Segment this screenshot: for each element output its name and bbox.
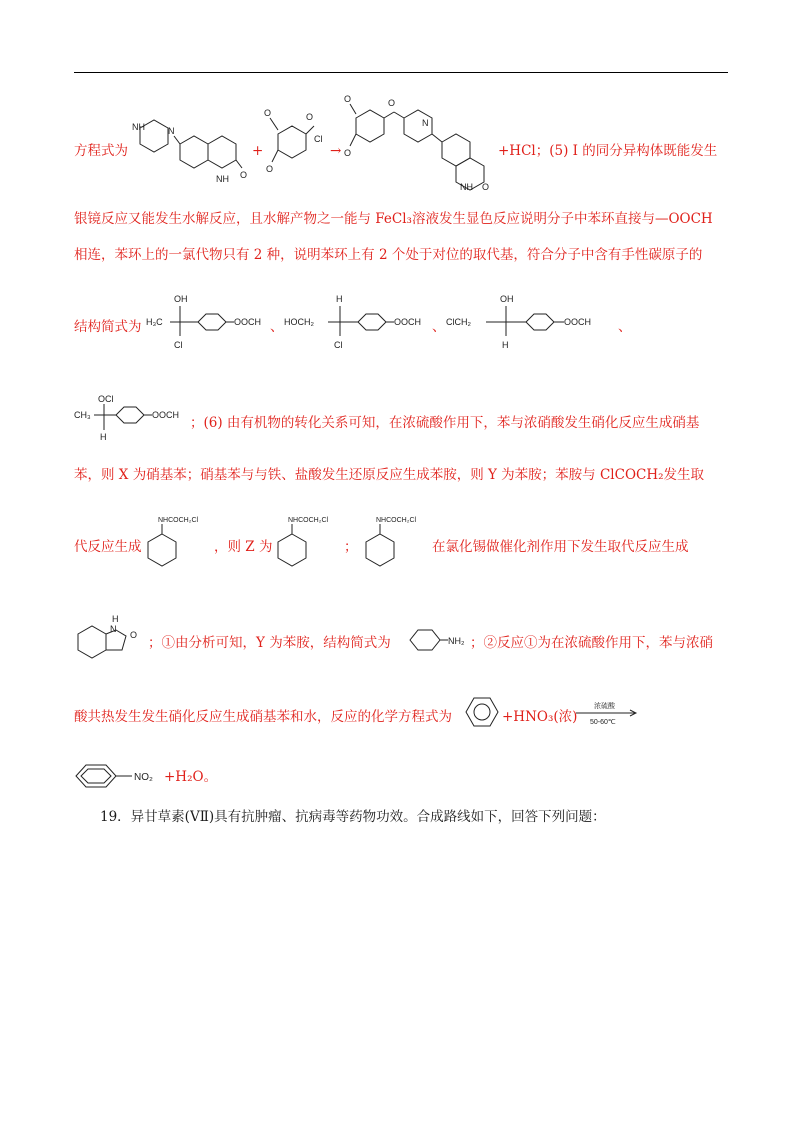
separator-2: 、: [432, 319, 446, 335]
text-structure-label: 结构简式为: [74, 319, 142, 335]
svg-text:NHCOCH₂Cl: NHCOCH₂Cl: [376, 517, 417, 524]
svg-text:浓硫酸: 浓硫酸: [594, 703, 615, 710]
svg-text:NHCOCH₂Cl: NHCOCH₂Cl: [158, 517, 199, 524]
separator-3: 、: [618, 319, 632, 335]
text-water: +H₂O。: [164, 769, 218, 785]
svg-text:O: O: [344, 148, 352, 158]
separator-1: 、: [270, 319, 284, 335]
structure-chloroacetanilide-2: [278, 512, 348, 572]
text-line-8a: ；①由分析可知，Y 为苯胺，结构简式为: [148, 635, 391, 651]
svg-text:Cl: Cl: [334, 340, 343, 350]
svg-text:O: O: [344, 94, 352, 104]
text-equation-suffix: +HCl；(5) Ⅰ 的同分异构体既能发生: [498, 143, 718, 159]
structure-product-amide: [342, 92, 492, 192]
svg-text:OOCH: OOCH: [234, 317, 261, 327]
svg-text:OOCH: OOCH: [564, 317, 591, 327]
svg-text:OH: OH: [174, 294, 188, 304]
text-hno3: +HNO₃(浓): [502, 709, 578, 725]
svg-text:CH₃: CH₃: [74, 410, 91, 420]
text-line-7c: ；: [344, 539, 358, 555]
text-line-7d: 在氯化锡做催化剂作用下发生取代反应生成: [432, 539, 689, 555]
svg-text:50-60℃: 50-60℃: [590, 719, 616, 726]
text-equation-label: 方程式为: [74, 143, 128, 159]
svg-text:Cl: Cl: [174, 340, 183, 350]
svg-text:N: N: [110, 624, 117, 634]
svg-text:O: O: [266, 164, 274, 174]
svg-text:O: O: [306, 112, 314, 122]
svg-text:O: O: [264, 108, 272, 118]
structure-isomer-3: [446, 292, 606, 352]
svg-text:NH: NH: [460, 182, 473, 192]
svg-text:NH: NH: [132, 122, 145, 132]
structure-isomer-1: [146, 292, 266, 352]
structure-piperazinyl-quinolinone: [130, 108, 250, 188]
svg-text:OOCH: OOCH: [394, 317, 421, 327]
svg-text:NO₂: NO₂: [134, 772, 153, 783]
header-rule: [74, 72, 728, 73]
structure-aniline: [408, 626, 468, 656]
structure-isomer-2: [284, 292, 434, 352]
svg-text:NHCOCH₂Cl: NHCOCH₂Cl: [288, 517, 329, 524]
text-line-9: 酸共热发生发生硝化反应生成硝基苯和水，反应的化学方程式为: [74, 709, 452, 725]
question-19: 19．异甘草素(VⅡ)具有抗肿瘤、抗病毒等药物功效。合成路线如下，回答下列问题：: [100, 809, 606, 825]
svg-text:OH: OH: [500, 294, 514, 304]
svg-text:O: O: [388, 98, 396, 108]
structure-chloroacetanilide-3: [366, 512, 436, 572]
svg-text:N: N: [168, 126, 175, 136]
text-line-6: 苯，则 X 为硝基苯；硝基苯与与铁、盐酸发生还原反应生成苯胺，则 Y 为苯胺；苯胺与 ClCOCH₂发生取: [74, 467, 705, 483]
svg-text:H: H: [502, 340, 509, 350]
svg-text:ClCH₂: ClCH₂: [446, 317, 471, 327]
svg-text:NH: NH: [216, 174, 229, 184]
svg-text:OCl: OCl: [98, 394, 114, 404]
plus-sign: +: [252, 143, 264, 159]
svg-text:H: H: [112, 614, 119, 624]
svg-text:O: O: [482, 182, 490, 192]
svg-text:OOCH: OOCH: [152, 410, 179, 420]
reaction-condition-arrow: [574, 700, 644, 726]
structure-oxindole: [74, 612, 154, 662]
structure-nitrobenzene: [74, 762, 174, 790]
structure-isomer-4: [74, 392, 194, 444]
svg-text:H: H: [336, 294, 343, 304]
svg-text:O: O: [240, 170, 248, 180]
structure-benzene: [464, 694, 500, 730]
svg-text:H₃C: H₃C: [146, 317, 163, 327]
svg-text:O: O: [130, 630, 138, 640]
svg-text:NH₂: NH₂: [448, 636, 465, 646]
text-line-3: 相连，苯环上的一氯代物只有 2 种，说明苯环上有 2 个处于对位的取代基，符合分子中含有手性碳原子的: [74, 247, 703, 263]
svg-text:Cl: Cl: [314, 134, 323, 144]
text-line-5: ；(6) 由有机物的转化关系可知，在浓硫酸作用下，苯与浓硝酸发生硝化反应生成硝基: [190, 415, 700, 431]
text-line-7a: 代反应生成: [74, 539, 142, 555]
svg-text:H: H: [100, 432, 107, 442]
svg-text:N: N: [422, 118, 429, 128]
structure-chloroacetanilide-1: [148, 512, 218, 572]
svg-text:HOCH₂: HOCH₂: [284, 317, 314, 327]
text-line-2: 银镜反应又能发生水解反应，且水解产物之一能与 FeCl₃溶液发生显色反应说明分子中苯环直接与—OOCH: [74, 211, 713, 227]
reaction-arrow: →: [330, 143, 342, 159]
text-line-8b: ；②反应①为在浓硫酸作用下，苯与浓硝: [470, 635, 713, 651]
text-line-7b: ，则 Z 为: [214, 539, 273, 555]
